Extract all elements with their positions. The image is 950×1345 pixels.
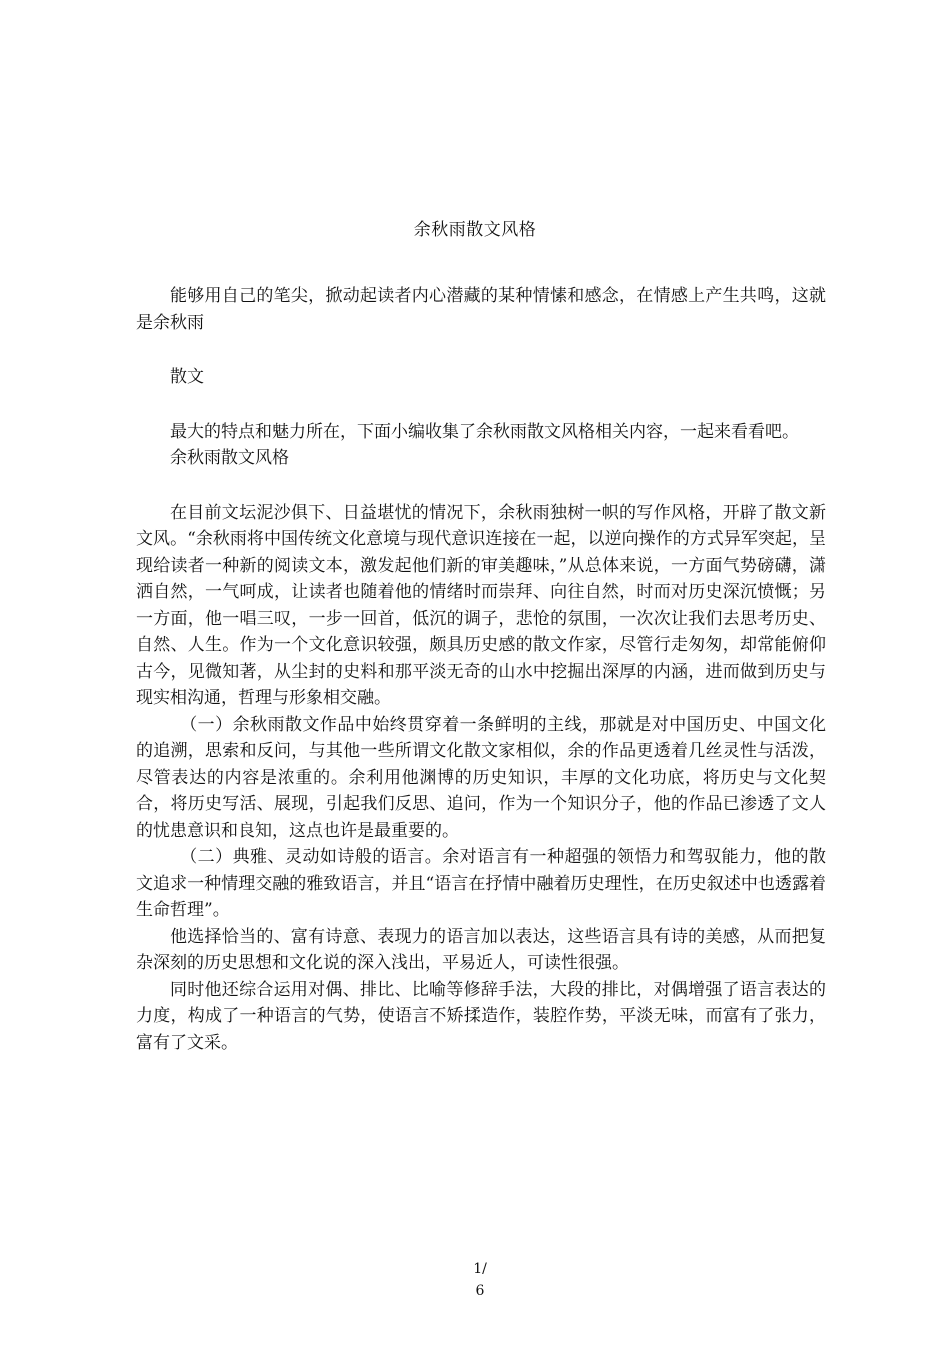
- page-total: 6: [475, 1283, 485, 1299]
- document-body: [136, 283, 826, 1056]
- paragraph-sanwen: 散文: [170, 367, 204, 387]
- paragraph-rhetoric: 同时他还综合运用对偶、排比、比喻等修辞手法，大段的排比，对偶增强了语言表达的力度，构成了一种语言的气势，使语言不矫揉造作，装腔作势，平淡无味，而富有了张力，富有了文采。: [136, 979, 826, 1053]
- paragraph-language: 他选择恰当的、富有诗意、表现力的语言加以表达，这些语言具有诗的美感，从而把复杂深刻的历史思想和文化说的深入浅出，平易近人，可读性很强。: [136, 926, 826, 973]
- section-heading: 余秋雨散文风格: [170, 448, 289, 468]
- document-title: 余秋雨散文风格: [413, 220, 537, 240]
- paragraph-point-one: （一）余秋雨散文作品中始终贯穿着一条鲜明的主线，那就是对中国历史、中国文化的追溯，思索和反问，与其他一些所谓文化散文家相似，余的作品更透着几丝灵性与活泼，尽管表达的内容是浓重的。余利用他渊博的历史知识，丰厚的文化功底，将历史与文化契合，将历史写活、展现，引起我们反思、追问，作为一个知识分子，他的作品已渗透了文人的忧患意识和良知，这点也许是最重要的。: [136, 714, 826, 841]
- paragraph-point-two: （二）典雅、灵动如诗般的语言。余对语言有一种超强的领悟力和驾驭能力，他的散文追求一种情理交融的雅致语言，并且“语言在抒情中融着历史理性，在历史叙述中也透露着生命哲理”。: [136, 847, 826, 920]
- page-footer: [0, 1258, 950, 1302]
- page-number: 1/: [473, 1261, 487, 1277]
- paragraph-main: 在目前文坛泥沙俱下、日益堪忧的情况下，余秋雨独树一帜的写作风格，开辟了散文新文风。“余秋雨将中国传统文化意境与现代意识连接在一起，以逆向操作的方式异军突起，呈现给读者一种新的阅读文本，激发起他们新的审美趣味，”从总体来说，一方面气势磅礴，潇洒自然，一气呵成，让读者也随着他的情绪时而崇拜、向往自然，时而对历史深沉愤慨；另一方面，他一唱三叹，一步一回首，低沉的调子，悲怆的氛围，一次次让我们去思考历史、自然、人生。作为一个文化意识较强，颇具历史感的散文作家，尽管行走匆匆，却常能俯仰古今，见微知著，从尘封的史料和那平淡无奇的山水中挖掘出深厚的内涵，进而做到历史与现实相沟通，哲理与形象相交融。: [136, 502, 826, 708]
- paragraph-intro: 能够用自己的笔尖，掀动起读者内心潜藏的某种情愫和感念，在情感上产生共鸣，这就是余秋雨: [136, 286, 826, 333]
- paragraph-feature: 最大的特点和魅力所在，下面小编收集了余秋雨散文风格相关内容，一起来看看吧。: [170, 421, 799, 442]
